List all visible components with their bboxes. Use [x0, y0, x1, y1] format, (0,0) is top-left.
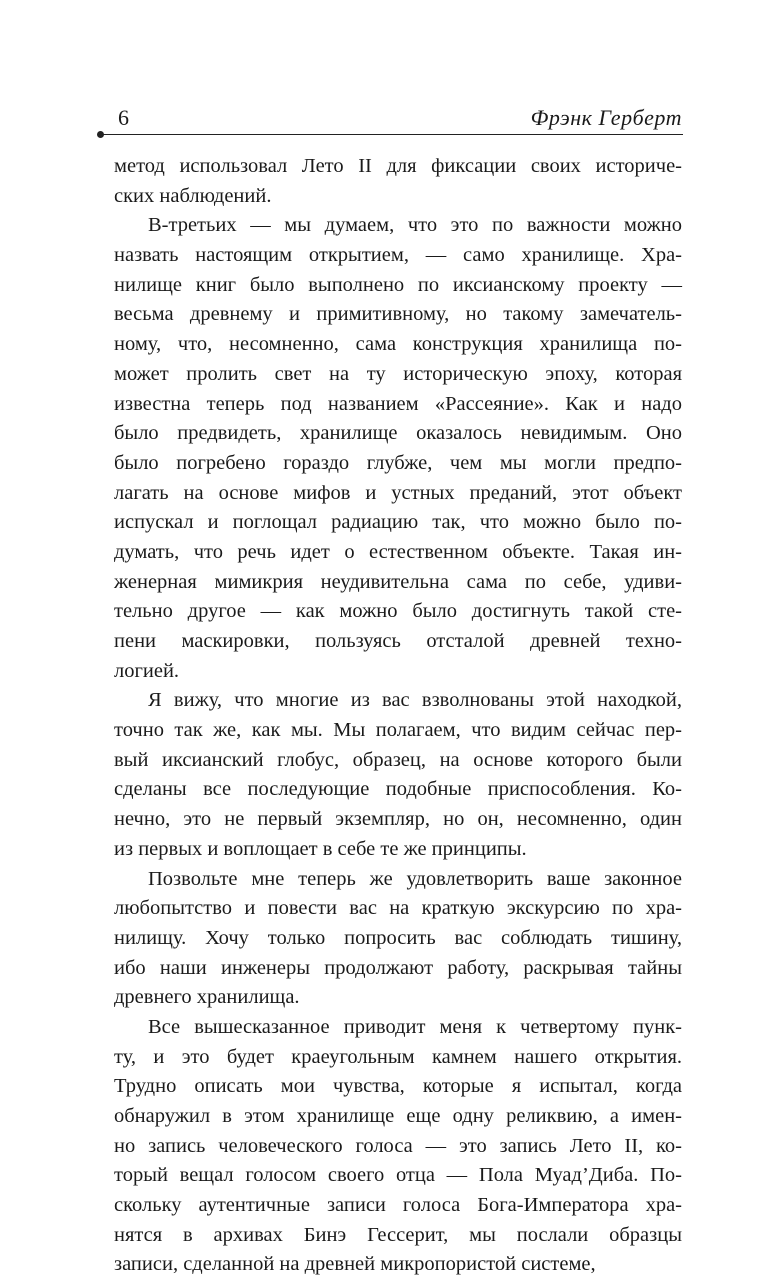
- text-line: нилище книг было выполнено по иксианскому проекту —: [114, 273, 682, 296]
- text-line: торый вещал голосом своего отца — Пола Муад’Диба. По-: [114, 1164, 682, 1187]
- text-line: известна теперь под названием «Рассеяние». Как и надо: [114, 392, 682, 415]
- text-line: нечно, это не первый экземпляр, но он, несомненно, один: [114, 808, 682, 831]
- header-rule: [100, 134, 683, 135]
- text-line: логией.: [114, 659, 180, 682]
- text-line: вый иксианский глобус, образец, на основе которого были: [114, 748, 682, 771]
- text-line: Все вышесказанное приводит меня к четвертому пунк-: [148, 1015, 682, 1038]
- text-line: может пролить свет на ту историческую эпоху, которая: [114, 362, 682, 385]
- text-line: тельно другое — как можно было достигнуть такой сте-: [114, 600, 682, 623]
- text-line: Трудно описать мои чувства, которые я испытал, когда: [114, 1075, 682, 1098]
- text-line: было предвидеть, хранилище оказалось невидимым. Оно: [114, 422, 682, 445]
- header-rule-dot: [97, 131, 104, 138]
- page-number: 6: [118, 105, 129, 130]
- text-line: было погребено гораздо глубже, чем мы могли предпо-: [114, 451, 682, 474]
- paragraph: [114, 865, 682, 1013]
- text-line: нилищу. Хочу только попросить вас соблюдать тишину,: [114, 926, 682, 949]
- text-line: В-третьих — мы думаем, что это по важности можно: [148, 214, 682, 237]
- running-head: Фрэнк Герберт: [530, 105, 682, 130]
- text-line: ному, что, несомненно, сама конструкция хранилища по-: [114, 333, 682, 356]
- text-line: обнаружил в этом хранилище еще одну реликвию, а имен-: [114, 1105, 682, 1127]
- text-line: ских наблюдений.: [114, 184, 272, 207]
- text-line: думать, что речь идет о естественном объекте. Такая ин-: [114, 540, 682, 563]
- paragraph: [114, 686, 682, 864]
- text-line: пени маскировки, пользуясь отсталой древней техно-: [114, 630, 682, 652]
- text-line: лагать на основе мифов и устных преданий, этот объект: [114, 481, 682, 504]
- page-header: [114, 104, 682, 132]
- text-line: любопытство и повести вас на краткую экскурсию по хра-: [114, 897, 682, 920]
- paragraph: [114, 1013, 682, 1280]
- paragraph: [114, 211, 682, 686]
- text-line: но запись человеческого голоса — это запись Лето II, ко-: [114, 1134, 682, 1157]
- text-line: сделаны все последующие подобные приспособления. Ко-: [114, 778, 682, 801]
- text-line: ту, и это будет краеугольным камнем нашего открытия.: [114, 1045, 682, 1068]
- paragraph: [114, 152, 682, 211]
- text-line: Позвольте мне теперь же удовлетворить ваше законное: [148, 867, 682, 890]
- text-line: женерная мимикрия неудивительна сама по себе, удиви-: [114, 570, 682, 593]
- text-line: скольку аутентичные записи голоса Бога-Императора хра-: [114, 1194, 682, 1217]
- text-line: точно так же, как мы. Мы полагаем, что видим сейчас пер-: [114, 719, 682, 742]
- text-line: записи, сделанной на древней микропористой системе,: [114, 1253, 596, 1276]
- text-line: назвать настоящим открытием, — само хранилище. Хра-: [114, 244, 682, 267]
- text-line: ибо наши инженеры продолжают работу, раскрывая тайны: [114, 956, 682, 979]
- text-line: древнего хранилища.: [114, 986, 300, 1009]
- text-line: весьма древнему и примитивному, но такому замечатель-: [114, 303, 682, 326]
- text-line: Я вижу, что многие из вас взволнованы этой находкой,: [148, 689, 682, 712]
- body-text: [114, 152, 682, 1280]
- text-line: метод использовал Лето II для фиксации своих историче-: [114, 155, 682, 177]
- text-line: нятся в архивах Бинэ Гессерит, мы послали образцы: [114, 1223, 682, 1246]
- text-line: из первых и воплощает в себе те же принципы.: [114, 837, 527, 860]
- text-line: испускал и поглощал радиацию так, что можно было по-: [114, 511, 682, 534]
